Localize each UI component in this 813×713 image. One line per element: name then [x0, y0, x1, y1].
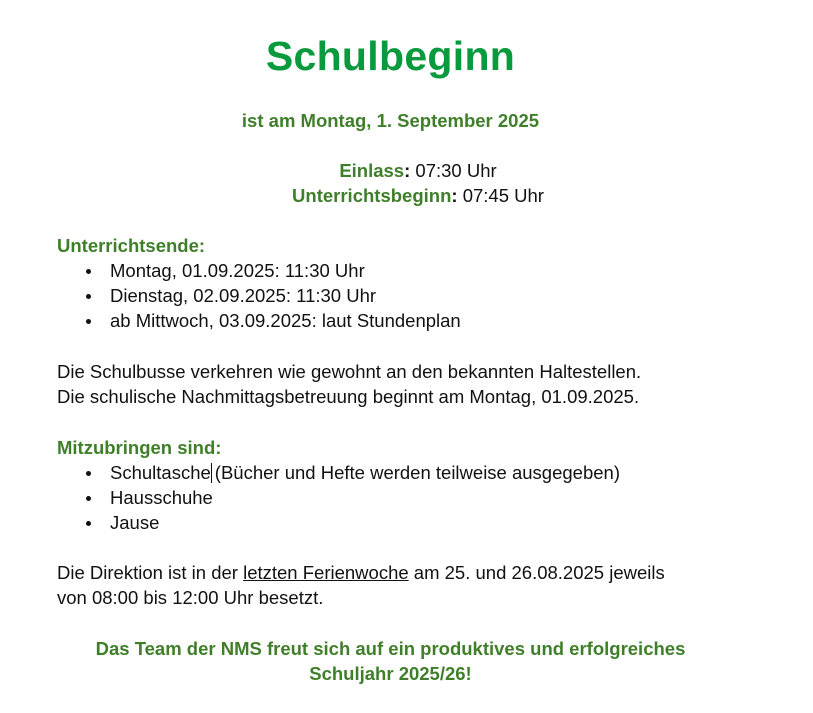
mitzubringen-section — [57, 435, 620, 535]
unterrichtsende-section — [57, 233, 461, 333]
text-cursor — [211, 463, 212, 483]
page-title: Schulbeginn — [265, 33, 516, 79]
list-item: Montag, 01.09.2025: 11:30 Uhr — [57, 258, 461, 283]
einlass-label: Einlass — [339, 160, 405, 181]
closing-line-1: Das Team der NMS freut sich auf ein produktives und erfolgreiches — [95, 638, 686, 659]
list-item: ab Mittwoch, 03.09.2025: laut Stundenplan — [57, 308, 461, 333]
unterrichtsbeginn-line: Unterrichtsbeginn: 07:45 Uhr — [292, 185, 544, 206]
direktion-line-2: von 08:00 bis 12:00 Uhr besetzt. — [57, 587, 324, 608]
closing-line-2: Schuljahr 2025/26! — [309, 663, 472, 684]
direktion-paragraph — [57, 560, 665, 610]
direktion-prefix: Die Direktion ist in der — [57, 562, 244, 583]
list-item — [57, 460, 620, 485]
info-paragraph — [57, 359, 641, 409]
list-item: Jause — [57, 510, 620, 535]
list-item: Dienstag, 02.09.2025: 11:30 Uhr — [57, 283, 461, 308]
nachmittagsbetreuung-info: Die schulische Nachmittagsbetreuung beginnt am Montag, 01.09.2025. — [57, 386, 640, 407]
list-item: Hausschuhe — [57, 485, 620, 510]
direktion-line-1 — [57, 560, 665, 585]
einlass-line: Einlass: 07:30 Uhr — [339, 160, 497, 181]
direktion-suffix: am 25. und 26.08.2025 jeweils — [408, 562, 665, 583]
schultasche-note: (Bücher und Hefte werden teilweise ausgegeben) — [214, 462, 620, 483]
mitzubringen-heading: Mitzubringen sind: — [57, 437, 222, 458]
einlass-value: 07:30 Uhr — [415, 160, 497, 181]
schultasche-text: Schultasche — [110, 462, 211, 483]
subtitle: ist am Montag, 1. September 2025 — [241, 110, 540, 131]
unterrichtsbeginn-label: Unterrichtsbeginn — [292, 185, 452, 206]
unterrichtsende-list — [57, 258, 461, 333]
mitzubringen-list — [57, 460, 620, 535]
schulbus-info: Die Schulbusse verkehren wie gewohnt an den bekannten Haltestellen. — [57, 361, 642, 382]
unterrichtsende-heading: Unterrichtsende: — [57, 235, 206, 256]
unterrichtsbeginn-value: 07:45 Uhr — [462, 185, 544, 206]
ferienwoche-link[interactable]: letzten Ferienwoche — [243, 562, 409, 583]
